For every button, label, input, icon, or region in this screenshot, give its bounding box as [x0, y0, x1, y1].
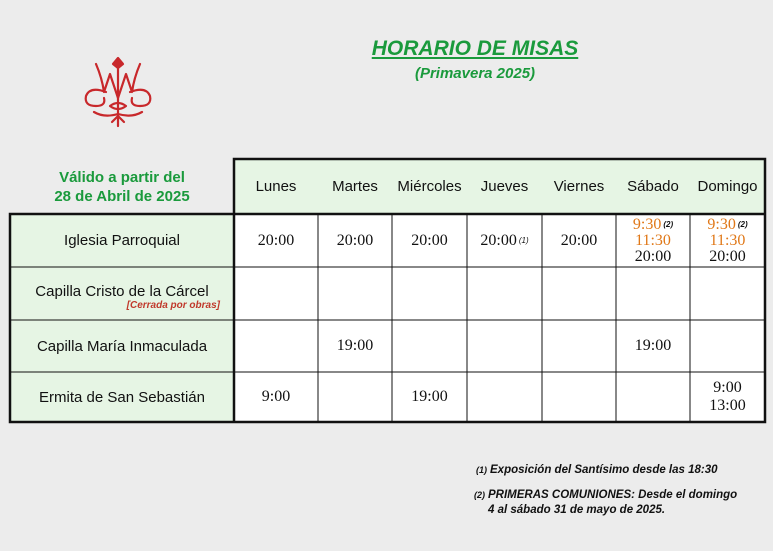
page-subtitle: (Primavera 2025) [414, 65, 536, 82]
time-cell-domingo [690, 372, 765, 422]
day-header-viernes: Viernes [553, 178, 605, 195]
time-cell: 19:00 [336, 337, 374, 354]
time-cell: 19:00 [411, 388, 448, 405]
time-cell-sabado [616, 214, 690, 267]
time-cell: 9:00 [261, 388, 291, 405]
valid-from-label [10, 159, 234, 214]
day-header-domingo: Domingo [697, 178, 758, 195]
time-cell: 19:00 [634, 337, 672, 354]
day-header-jueves: Jueves [480, 178, 529, 195]
time-value: 20:00 [480, 231, 517, 249]
day-header-martes: Martes [332, 178, 378, 195]
time-value: 11:30 [709, 231, 746, 249]
footnote-1: (1) Exposición del Santísimo desde las 18:30 [476, 464, 718, 476]
valid-line-1: Válido a partir del [59, 168, 185, 186]
day-header-lunes: Lunes [255, 178, 297, 195]
day-header-sabado: Sábado [627, 178, 679, 195]
time-value: 9:30 $^{(2)}$ [707, 215, 748, 233]
footnote-ref: (2) [663, 219, 674, 229]
church-ermita-san-sebastian: Ermita de San Sebastián [39, 388, 205, 406]
time-cell [467, 214, 542, 267]
time-value: 9:30 $^{(2)}$ [632, 215, 674, 233]
valid-line-2: 28 de Abril de 2025 [54, 187, 190, 205]
time-cell: 20:00 [336, 231, 374, 249]
time-cell: 20:00 [560, 231, 598, 249]
church-name: Capilla Cristo de la Cárcel [35, 282, 209, 300]
page-title: HORARIO DE MISAS [371, 37, 579, 60]
church-iglesia-parroquial: Iglesia Parroquial [64, 232, 180, 249]
footnote-ref: (1) [518, 236, 529, 245]
day-header-miercoles: Miércoles [397, 178, 462, 195]
time-value: 20:00 [634, 247, 672, 265]
time-value: 9:00 [713, 379, 742, 396]
time-cell: 20:00 [411, 231, 448, 249]
footnote-ref: (2) [737, 219, 748, 229]
church-capilla-cristo [10, 267, 234, 320]
footnote-2-line-2: 4 al sábado 31 de mayo de 2025. [488, 504, 666, 516]
time-cell-domingo [690, 214, 765, 267]
closed-note: [Cerrada por obras] [126, 299, 220, 311]
church-capilla-maria: Capilla María Inmaculada [36, 337, 208, 355]
footnote-2: (2) PRIMERAS COMUNIONES: Desde el domingo [474, 489, 738, 501]
time-value: 13:00 [709, 397, 746, 414]
time-value: 11:30 [635, 231, 671, 249]
time-cell: 20:00 [257, 231, 295, 249]
time-value: 20:00 [709, 247, 746, 265]
